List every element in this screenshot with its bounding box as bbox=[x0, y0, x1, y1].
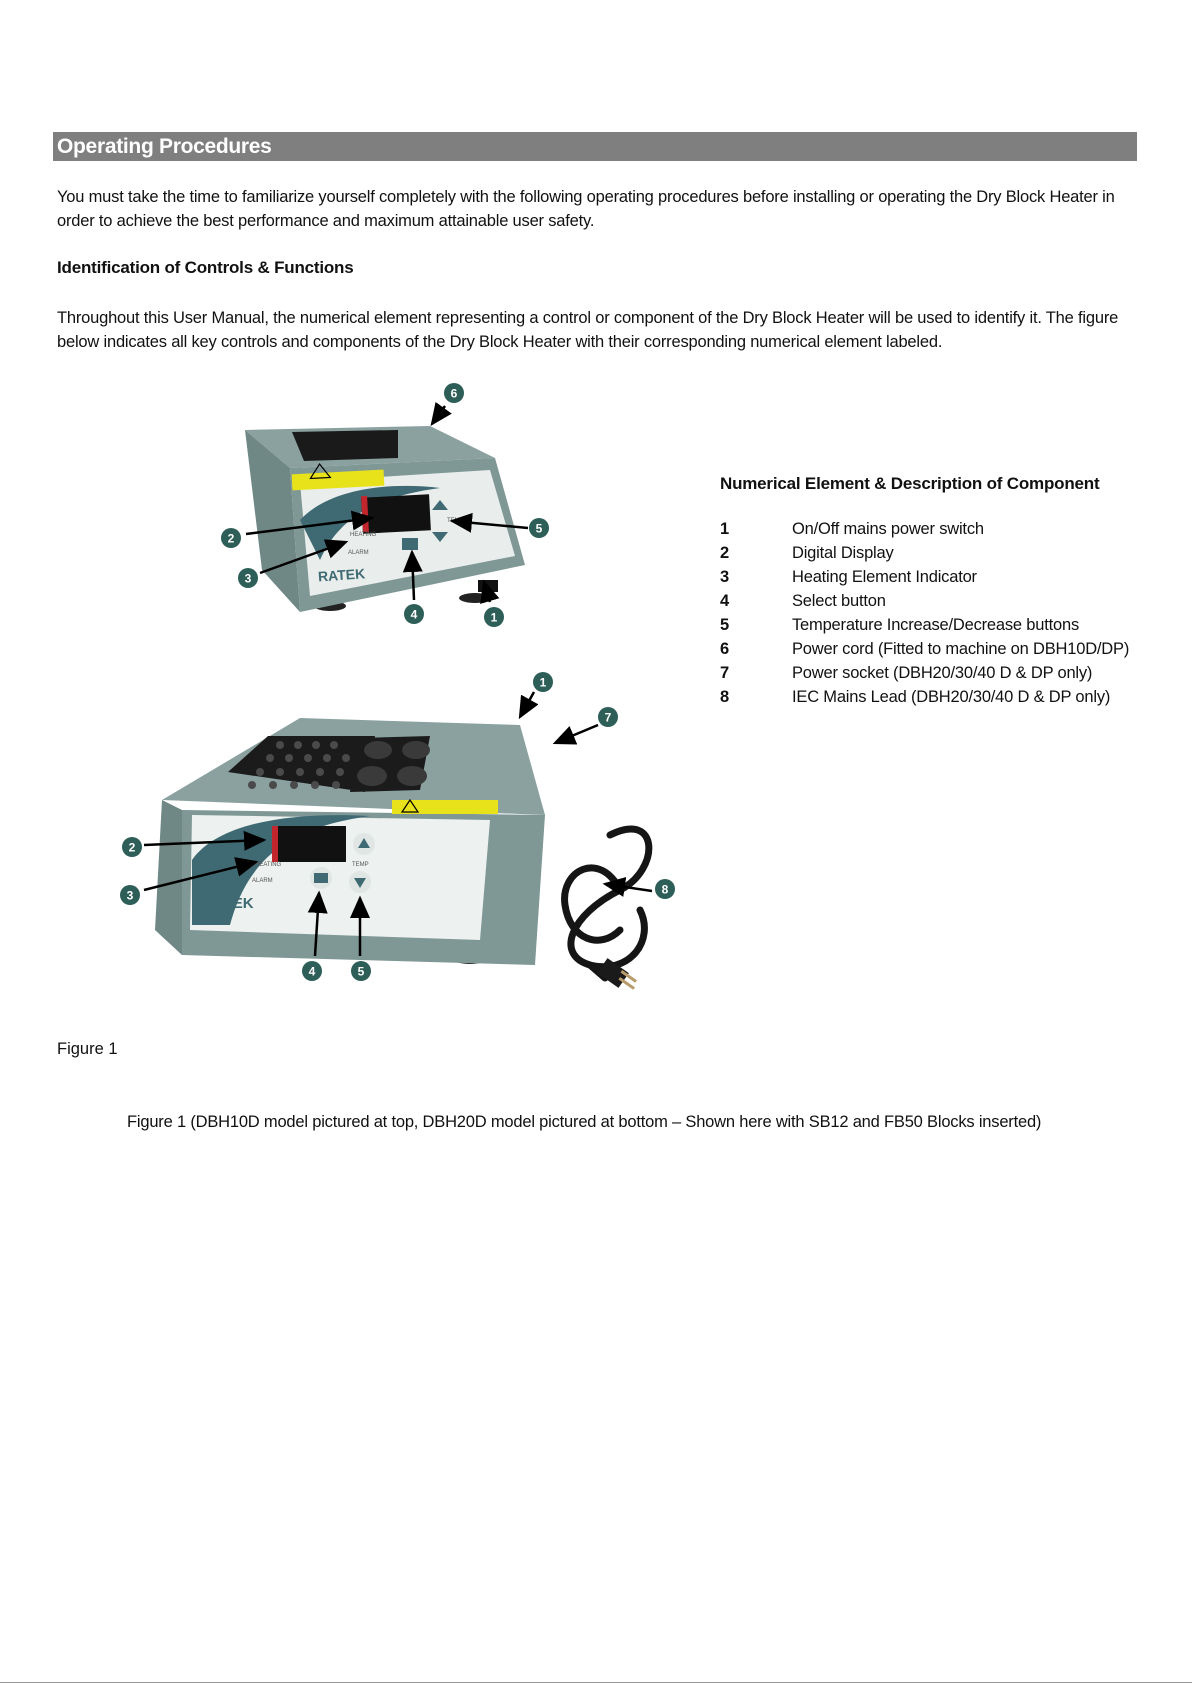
legend-description: Digital Display bbox=[792, 544, 894, 562]
dbh10d-device bbox=[245, 426, 525, 612]
callout-4-top: 4 bbox=[410, 607, 418, 622]
alarm-label-2: ALARM bbox=[252, 878, 273, 884]
legend-number: 5 bbox=[720, 616, 729, 634]
legend-number: 1 bbox=[720, 520, 729, 538]
legend-number: 6 bbox=[720, 640, 729, 658]
legend-description: Select button bbox=[792, 592, 886, 610]
legend-item bbox=[720, 592, 1140, 616]
section-title: Operating Procedures bbox=[57, 135, 272, 158]
callout-6-top: 6 bbox=[450, 386, 458, 401]
legend-description: Temperature Increase/Decrease buttons bbox=[792, 616, 1080, 634]
body-paragraph: Throughout this User Manual, the numerical element representing a control or component of the Dry Block Heater will be used to identify it. The figure below indicates all key controls and components of the Dry Block Heater with their corresponding numerical element labeled. bbox=[57, 309, 1119, 351]
alarm-label: ALARM bbox=[348, 550, 369, 556]
heating-label-2: HEATING bbox=[255, 862, 282, 868]
legend-item bbox=[720, 664, 1140, 688]
callout-5-bottom: 5 bbox=[357, 964, 365, 979]
legend-number: 8 bbox=[720, 688, 729, 706]
legend-description: Power socket (DBH20/30/40 D & DP only) bbox=[792, 664, 1093, 682]
brand-logo: RATEK bbox=[317, 565, 366, 585]
legend-description: IEC Mains Lead (DBH20/30/40 D & DP only) bbox=[792, 688, 1111, 706]
figure-caption: Figure 1 (DBH10D model pictured at top, DBH20D model pictured at bottom – Shown here with SB12 and FB50 Blocks inserted) bbox=[127, 1113, 1042, 1131]
callout-2-top: 2 bbox=[227, 531, 235, 546]
figure-label: Figure 1 bbox=[57, 1040, 118, 1058]
legend-title: Numerical Element & Description of Component bbox=[720, 474, 1100, 493]
iec-mains-lead bbox=[565, 829, 649, 978]
subheading: Identification of Controls & Functions bbox=[57, 258, 354, 277]
callout-8-bottom: 8 bbox=[661, 882, 669, 897]
legend-number: 4 bbox=[720, 592, 729, 610]
heating-label: HEATING bbox=[350, 532, 377, 538]
legend-item bbox=[720, 640, 1140, 664]
legend-description: Heating Element Indicator bbox=[792, 568, 977, 586]
legend-item bbox=[720, 520, 1140, 544]
legend-item bbox=[720, 568, 1140, 592]
legend-number: 7 bbox=[720, 664, 729, 682]
callout-4-bottom: 4 bbox=[308, 964, 316, 979]
legend-item bbox=[720, 544, 1140, 568]
legend-number: 2 bbox=[720, 544, 729, 562]
callout-7-bottom: 7 bbox=[604, 710, 612, 725]
callout-5-top: 5 bbox=[535, 521, 543, 536]
legend-description: On/Off mains power switch bbox=[792, 520, 984, 538]
intro-paragraph: You must take the time to familiarize yourself completely with the following operating procedures before installing or operating the Dry Block Heater in order to achieve the best performance and maximum attainable user safety. bbox=[57, 188, 1115, 230]
brand-logo-2: RATEK bbox=[203, 895, 254, 912]
legend-item bbox=[720, 688, 1140, 712]
component-legend bbox=[720, 520, 1140, 712]
temp-label: TEMP bbox=[447, 518, 464, 524]
callout-3-top: 3 bbox=[244, 571, 252, 586]
page-bottom-rule bbox=[0, 1682, 1192, 1683]
legend-number: 3 bbox=[720, 568, 729, 586]
callout-2-bottom: 2 bbox=[128, 840, 136, 855]
callout-3-bottom: 3 bbox=[126, 888, 134, 903]
section-header-bar bbox=[53, 132, 1137, 161]
legend-item bbox=[720, 616, 1140, 640]
callout-1-top: 1 bbox=[490, 610, 498, 625]
callout-1-bottom: 1 bbox=[539, 675, 547, 690]
legend-description: Power cord (Fitted to machine on DBH10D/DP) bbox=[792, 640, 1130, 658]
temp-label-2: TEMP bbox=[352, 862, 369, 868]
figure-illustration bbox=[0, 370, 700, 1000]
